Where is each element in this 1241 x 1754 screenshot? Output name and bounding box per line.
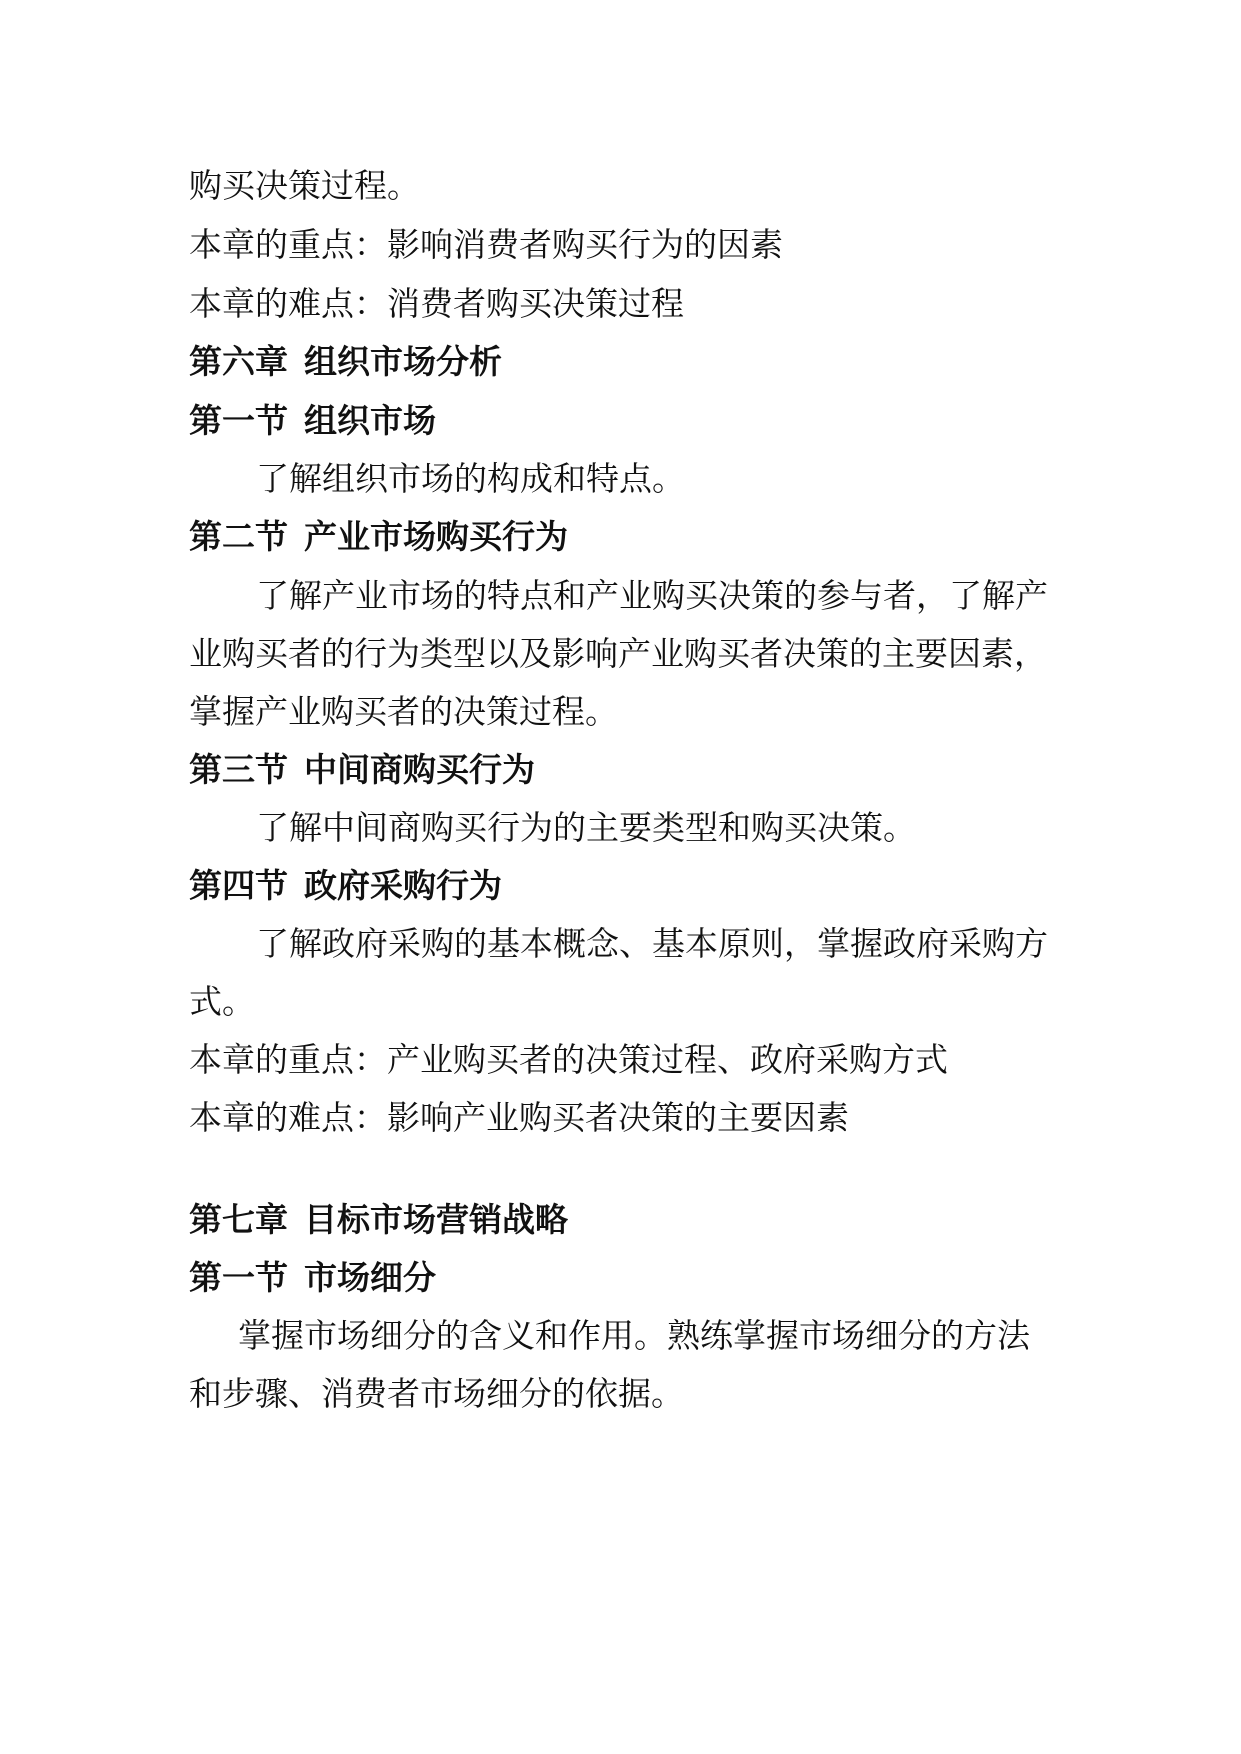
section-number: 第三节 <box>189 750 288 789</box>
section-heading <box>189 1256 1089 1300</box>
chapter-number: 第七章 <box>189 1200 288 1239</box>
section-heading <box>189 515 1089 559</box>
chapter-heading <box>189 1198 1089 1242</box>
paragraph-line: 了解产业市场的特点和产业购买决策的参与者，了解产 <box>256 576 1048 615</box>
key-point-line: 本章的重点：影响消费者购买行为的因素 <box>189 225 783 264</box>
paragraph-line: 掌握产业购买者的决策过程。 <box>189 692 618 731</box>
section-number: 第二节 <box>189 517 288 556</box>
section-number: 第四节 <box>189 866 288 905</box>
section-title: 政府采购行为 <box>304 866 502 905</box>
section-heading <box>189 748 1089 792</box>
section-title: 市场细分 <box>304 1258 436 1297</box>
chapter-number: 第六章 <box>189 342 288 381</box>
chapter-heading <box>189 340 1089 384</box>
section-number: 第一节 <box>189 401 288 440</box>
difficulty-line: 本章的难点：影响产业购买者决策的主要因素 <box>189 1098 849 1137</box>
text-line: 购买决策过程。 <box>189 166 420 205</box>
section-title: 组织市场 <box>304 401 436 440</box>
paragraph-line: 式。 <box>189 982 255 1021</box>
chapter-title: 组织市场分析 <box>304 342 502 381</box>
paragraph-line: 了解中间商购买行为的主要类型和购买决策。 <box>256 808 916 847</box>
difficulty-line: 本章的难点：消费者购买决策过程 <box>189 284 684 323</box>
paragraph-line: 业购买者的行为类型以及影响产业购买者决策的主要因素， <box>189 634 1047 673</box>
paragraph-line: 了解组织市场的构成和特点。 <box>256 459 685 498</box>
section-number: 第一节 <box>189 1258 288 1297</box>
paragraph-line: 和步骤、消费者市场细分的依据。 <box>189 1374 684 1413</box>
section-heading <box>189 864 1089 908</box>
chapter-title: 目标市场营销战略 <box>304 1200 568 1239</box>
paragraph-line: 了解政府采购的基本概念、基本原则，掌握政府采购方 <box>256 924 1048 963</box>
section-title: 产业市场购买行为 <box>304 517 568 556</box>
key-point-line: 本章的重点：产业购买者的决策过程、政府采购方式 <box>189 1040 948 1079</box>
section-heading <box>189 399 1089 443</box>
section-title: 中间商购买行为 <box>304 750 535 789</box>
paragraph-line: 掌握市场细分的含义和作用。熟练掌握市场细分的方法 <box>238 1316 1030 1355</box>
